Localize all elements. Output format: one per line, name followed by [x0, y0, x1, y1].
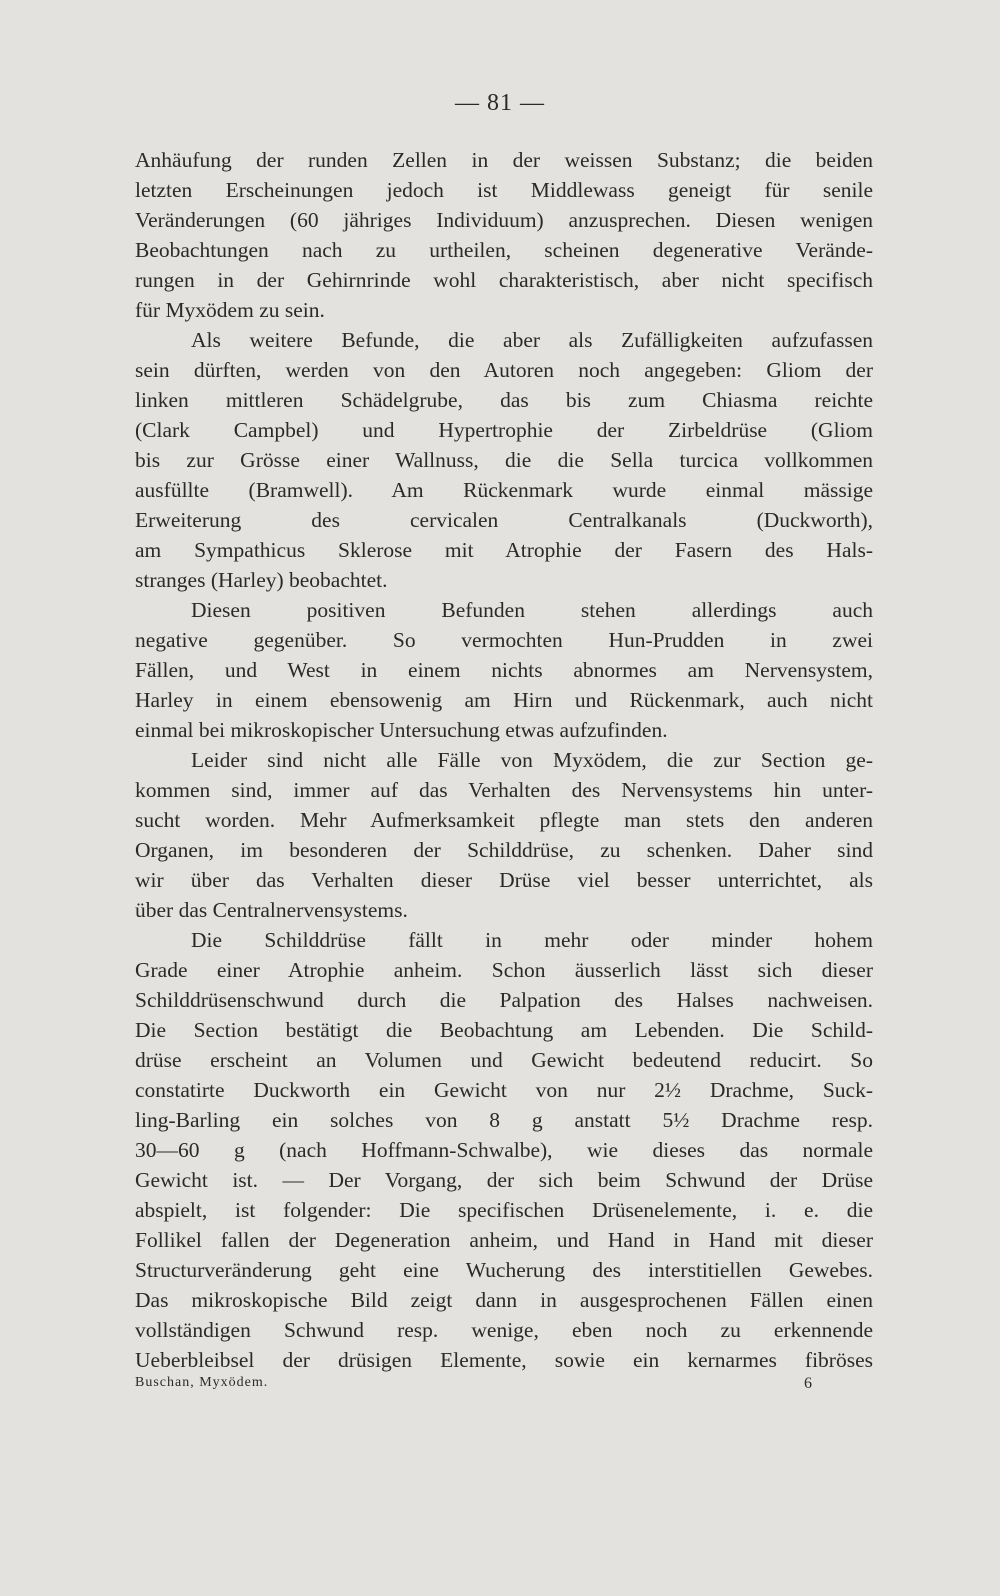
page-footer: [135, 1375, 873, 1391]
text-line: letzten Erscheinungen jedoch ist Middlewass geneigt für senile: [135, 178, 873, 202]
text-line: am Sympathicus Sklerose mit Atrophie der Fasern des Hals-: [135, 538, 873, 562]
text-line: Grade einer Atrophie anheim. Schon äusserlich lässt sich dieser: [135, 958, 873, 982]
text-line: Die Section bestätigt die Beobachtung am Lebenden. Die Schild-: [135, 1018, 873, 1042]
text-line: für Myxödem zu sein.: [135, 298, 325, 322]
text-line: kommen sind, immer auf das Verhalten des Nervensystems hin unter-: [135, 778, 873, 802]
text-line: Harley in einem ebensowenig am Hirn und Rückenmark, auch nicht: [135, 688, 873, 712]
body-text: [135, 145, 873, 1375]
footer-author-title: Buschan, Myxödem.: [135, 1375, 269, 1390]
text-line: abspielt, ist folgender: Die specifischen Drüsenelemente, i. e. die: [135, 1198, 873, 1222]
text-line: Organen, im besonderen der Schilddrüse, zu schenken. Daher sind: [135, 838, 873, 862]
text-line: Die Schilddrüse fällt in mehr oder minder hohem: [191, 928, 873, 952]
text-line: Gewicht ist. — Der Vorgang, der sich beim Schwund der Drüse: [135, 1168, 873, 1192]
text-line: constatirte Duckworth ein Gewicht von nur 2½ Drachme, Suck-: [135, 1078, 873, 1102]
signature-mark: 6: [804, 1375, 813, 1392]
text-line: (Clark Campbel) und Hypertrophie der Zirbeldrüse (Gliom: [135, 418, 873, 442]
text-line: über das Centralnervensystems.: [135, 898, 408, 922]
text-line: wir über das Verhalten dieser Drüse viel besser unterrichtet, als: [135, 868, 873, 892]
text-line: vollständigen Schwund resp. wenige, eben noch zu erkennende: [135, 1318, 873, 1342]
page-number: — 81 —: [455, 90, 545, 116]
text-line: ausfüllte (Bramwell). Am Rückenmark wurde einmal mässige: [135, 478, 873, 502]
text-line: Beobachtungen nach zu urtheilen, scheinen degenerative Verände-: [135, 238, 873, 262]
text-line: Erweiterung des cervicalen Centralkanals (Duckworth),: [135, 508, 873, 532]
text-line: negative gegenüber. So vermochten Hun-Prudden in zwei: [135, 628, 873, 652]
text-line: Structurveränderung geht eine Wucherung des interstitiellen Gewebes.: [135, 1258, 873, 1282]
text-line: drüse erscheint an Volumen und Gewicht bedeutend reducirt. So: [135, 1048, 873, 1072]
text-line: Fällen, und West in einem nichts abnormes am Nervensystem,: [135, 658, 873, 682]
text-line: Schilddrüsenschwund durch die Palpation des Halses nachweisen.: [135, 988, 873, 1012]
text-line: Leider sind nicht alle Fälle von Myxödem, die zur Section ge-: [191, 748, 873, 772]
text-line: stranges (Harley) beobachtet.: [135, 568, 388, 592]
text-line: rungen in der Gehirnrinde wohl charakteristisch, aber nicht specifisch: [135, 268, 873, 292]
text-line: ling-Barling ein solches von 8 g anstatt 5½ Drachme resp.: [135, 1108, 873, 1132]
text-line: Diesen positiven Befunden stehen allerdings auch: [191, 598, 873, 622]
text-line: einmal bei mikroskopischer Untersuchung etwas aufzufinden.: [135, 718, 668, 742]
text-line: Veränderungen (60 jähriges Individuum) anzusprechen. Diesen wenigen: [135, 208, 873, 232]
text-line: Anhäufung der runden Zellen in der weissen Substanz; die beiden: [135, 148, 873, 172]
text-line: bis zur Grösse einer Wallnuss, die die Sella turcica vollkommen: [135, 448, 873, 472]
text-line: sein dürften, werden von den Autoren noch angegeben: Gliom der: [135, 358, 873, 382]
text-line: 30—60 g (nach Hoffmann-Schwalbe), wie dieses das normale: [135, 1138, 873, 1162]
text-line: Ueberbleibsel der drüsigen Elemente, sowie ein kernarmes fibröses: [135, 1348, 873, 1372]
text-line: Das mikroskopische Bild zeigt dann in ausgesprochenen Fällen einen: [135, 1288, 873, 1312]
text-line: linken mittleren Schädelgrube, das bis zum Chiasma reichte: [135, 388, 873, 412]
text-line: Als weitere Befunde, die aber als Zufälligkeiten aufzufassen: [191, 328, 873, 352]
text-line: Follikel fallen der Degeneration anheim, und Hand in Hand mit dieser: [135, 1228, 873, 1252]
text-line: sucht worden. Mehr Aufmerksamkeit pflegte man stets den anderen: [135, 808, 873, 832]
